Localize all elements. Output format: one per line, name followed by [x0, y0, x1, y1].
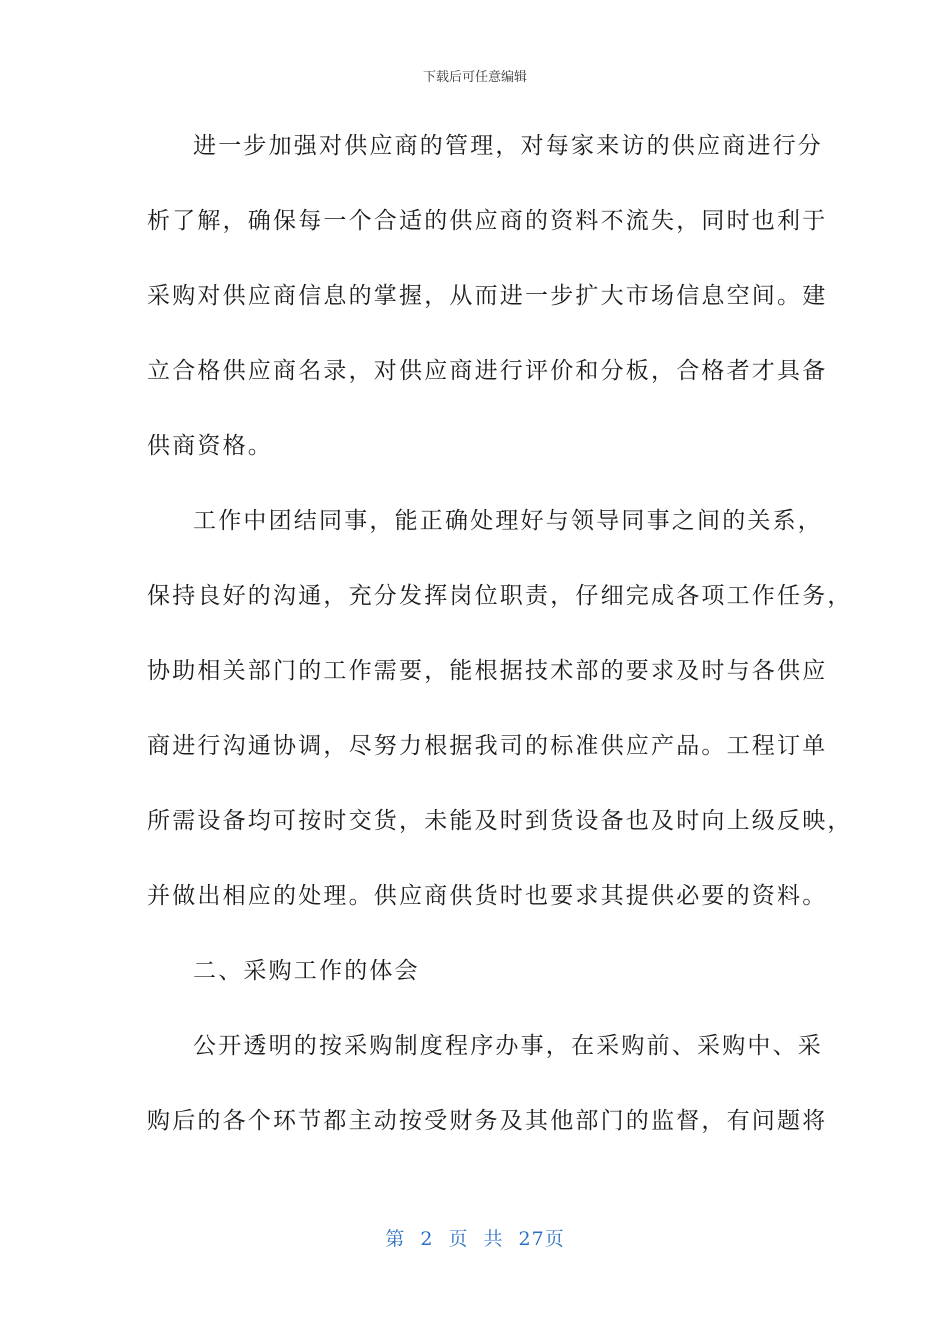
page-header: 下载后可任意编辑	[422, 70, 527, 85]
paragraph-line: 购后的各个环节都主动按受财务及其他部门的监督，有问题将	[147, 1108, 828, 1134]
page-number-footer: 第 2 页 共 27页	[385, 1228, 565, 1250]
document-body	[147, 126, 853, 1176]
paragraph-line: 保持良好的沟通，充分发挥岗位职责，仔细完成各项工作任务，	[147, 583, 853, 609]
paragraph-line: 采购对供应商信息的掌握，从而进一步扩大市场信息空间。建	[147, 283, 828, 309]
paragraph-line: 并做出相应的处理。供应商供货时也要求其提供必要的资料。	[147, 883, 828, 909]
paragraph-line: 立合格供应商名录，对供应商进行评价和分板，合格者才具备	[147, 358, 828, 384]
paragraph-line: 协助相关部门的工作需要，能根据技术部的要求及时与各供应	[147, 658, 828, 684]
paragraph-line: 工作中团结同事，能正确处理好与领导同事之间的关系，	[193, 508, 823, 534]
paragraph-line: 析了解，确保每一个合适的供应商的资料不流失，同时也利于	[147, 208, 828, 234]
paragraph-line: 进一步加强对供应商的管理，对每家来访的供应商进行分	[193, 133, 823, 159]
paragraph-line: 商进行沟通协调，尽努力根据我司的标准供应产品。工程订单	[147, 733, 828, 759]
section-heading: 二、采购工作的体会	[193, 958, 420, 984]
paragraph-line: 供商资格。	[147, 433, 273, 459]
paragraph-line: 公开透明的按采购制度程序办事，在采购前、采购中、采	[193, 1033, 823, 1059]
paragraph-line: 所需设备均可按时交货，未能及时到货设备也及时向上级反映，	[147, 808, 853, 834]
